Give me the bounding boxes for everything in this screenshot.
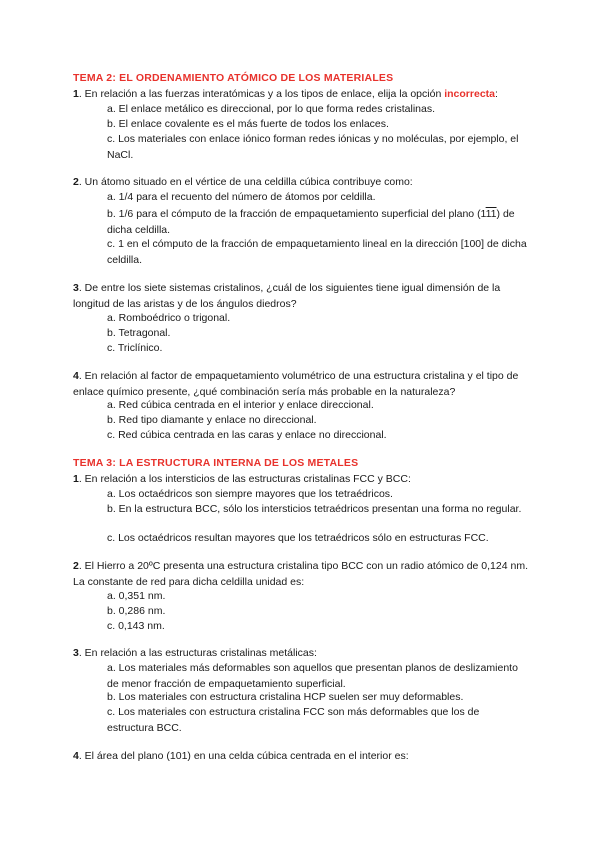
question-number: 1 xyxy=(73,473,79,485)
option-b: b. Tetragonal. xyxy=(107,327,171,339)
tema2-question-1: 1. En relación a las fuerzas interatómicas y a los tipos de enlace, elija la opción incorrecta: xyxy=(73,88,498,100)
option-a: a. Los materiales más deformables son aquellos que presentan planos de deslizamiento de menor fracción de empaquetamiento superficial. xyxy=(107,662,518,690)
question-text: . El área del plano (101) en una celda cúbica centrada en el interior es: xyxy=(78,750,409,762)
option-b: b. En la estructura BCC, sólo los intersticios tetraédricos presentan una forma no regular. xyxy=(107,503,522,515)
option-a: a. Los octaédricos son siempre mayores que los tetraédricos. xyxy=(107,488,393,500)
question-text: . En relación a las fuerzas interatómicas y a los tipos de enlace, elija la opción xyxy=(78,88,445,100)
option-b: b. Los materiales con estructura cristalina HCP suelen ser muy deformables. xyxy=(107,691,464,703)
option-c: c. 0,143 nm. xyxy=(107,620,165,632)
question-text: . En relación a los intersticios de las estructuras cristalinas FCC y BCC: xyxy=(78,473,411,485)
question-text: . En relación al factor de empaquetamiento volumétrico de una estructura cristalina y el tipo de enlace químico presente, ¿qué combinación sería más probable en la naturaleza? xyxy=(73,370,519,398)
option-c: c. Los materiales con enlace iónico forman redes iónicas y no moléculas, por ejemplo, el NaCl. xyxy=(107,133,519,161)
tema3-heading: TEMA 3: LA ESTRUCTURA INTERNA DE LOS METALES xyxy=(73,457,359,469)
question-text: . El Hierro a 20ºC presenta una estructura cristalina tipo BCC con un radio atómico de 0,124 nm. La constante de red para dicha celdilla unidad es: xyxy=(73,560,528,588)
tema2-question-4 xyxy=(73,368,528,400)
option-a: a. El enlace metálico es direccional, por lo que forma redes cristalinas. xyxy=(107,103,435,115)
question-highlight: incorrecta xyxy=(444,88,495,100)
question-text: . En relación a las estructuras cristalinas metálicas: xyxy=(78,647,317,659)
question-text: . Un átomo situado en el vértice de una celdilla cúbica contribuye como: xyxy=(78,176,413,188)
tema2-heading: TEMA 2: EL ORDENAMIENTO ATÓMICO DE LOS MATERIALES xyxy=(73,72,394,84)
tema2-question-3 xyxy=(73,280,528,312)
question-number: 4 xyxy=(73,750,79,762)
option-b: b. El enlace covalente es el más fuerte de todos los enlaces. xyxy=(107,118,389,130)
option-b: b. 1/6 para el cómputo de la fracción de empaquetamiento superficial del plano (111) de dicha celdilla. xyxy=(107,208,515,236)
question-number: 2 xyxy=(73,176,79,188)
tema3-question-3 xyxy=(73,645,528,661)
question-number: 2 xyxy=(73,560,79,572)
option-b: b. Red tipo diamante y enlace no direccional. xyxy=(107,414,317,426)
question-number: 3 xyxy=(73,282,79,294)
option-a: a. Red cúbica centrada en el interior y enlace direccional. xyxy=(107,399,374,411)
option-a: a. Romboédrico o trigonal. xyxy=(107,312,231,324)
tema2-question-2 xyxy=(73,174,528,190)
option-b: b. 0,286 nm. xyxy=(107,605,166,617)
tema3-question-2 xyxy=(73,558,528,590)
overline-index: 11 xyxy=(485,208,497,220)
question-number: 1 xyxy=(73,88,79,100)
option-c: c. Los materiales con estructura cristalina FCC son más deformables que los de estructura BCC. xyxy=(107,706,480,734)
tema3-question-4 xyxy=(73,748,528,764)
tema3-question-1 xyxy=(73,471,528,487)
option-a: a. 1/4 para el recuento del número de átomos por celdilla. xyxy=(107,191,376,203)
option-c: c. Los octaédricos resultan mayores que los tetraédricos sólo en estructuras FCC. xyxy=(107,532,489,544)
option-a: a. 0,351 nm. xyxy=(107,590,166,602)
question-number: 4 xyxy=(73,370,79,382)
option-c: c. Triclínico. xyxy=(107,342,163,354)
question-text: . De entre los siete sistemas cristalinos, ¿cuál de los siguientes tiene igual dimensión de la longitud de las aristas y de los ángulos diedros? xyxy=(73,282,501,310)
option-c: c. 1 en el cómputo de la fracción de empaquetamiento lineal en la dirección [100] de dicha celdilla. xyxy=(107,238,527,266)
option-c: c. Red cúbica centrada en las caras y enlace no direccional. xyxy=(107,429,387,441)
question-number: 3 xyxy=(73,647,79,659)
